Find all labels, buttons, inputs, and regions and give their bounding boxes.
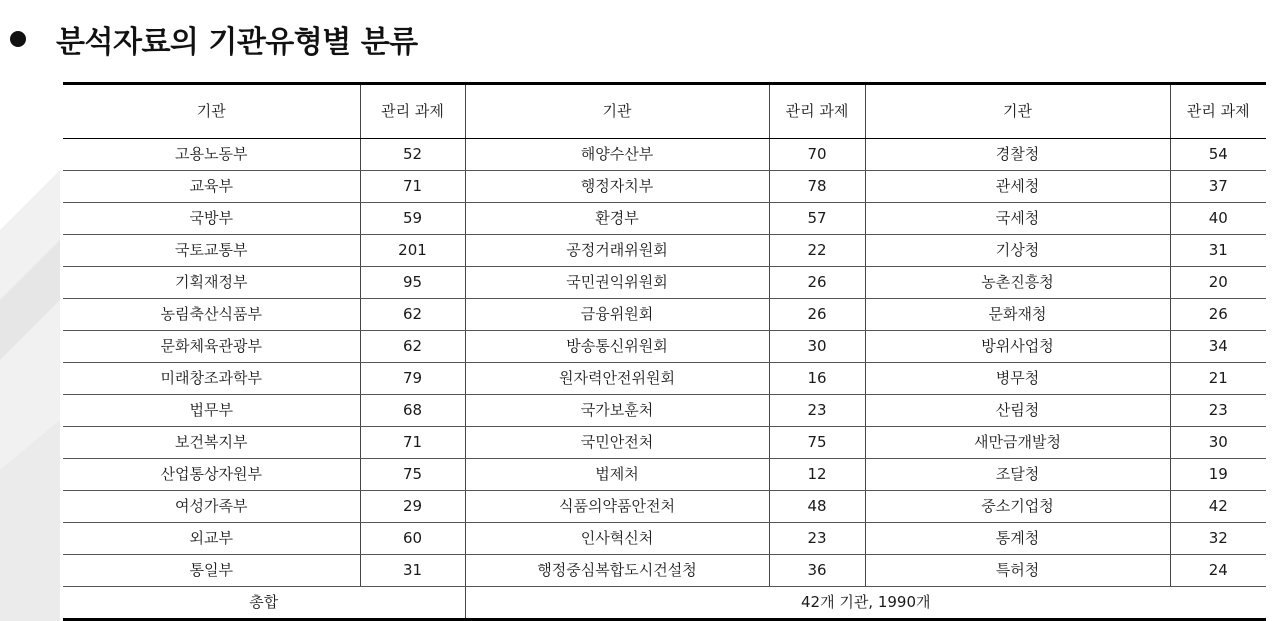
table-row [63,555,1266,587]
agency-name-cell: 병무청 [865,363,1170,395]
task-count-cell: 79 [360,363,465,395]
agency-name-cell: 미래창조과학부 [63,363,360,395]
task-count-cell: 54 [1170,139,1266,171]
column-header-count: 관리 과제 [360,84,465,139]
agency-name-cell: 공정거래위원회 [465,235,769,267]
task-count-cell: 30 [769,331,865,363]
agency-name-cell: 기획재정부 [63,267,360,299]
task-count-cell: 62 [360,331,465,363]
task-count-cell: 32 [1170,523,1266,555]
agency-name-cell: 국방부 [63,203,360,235]
task-count-cell: 12 [769,459,865,491]
task-count-cell: 70 [769,139,865,171]
task-count-cell: 75 [360,459,465,491]
task-count-cell: 23 [1170,395,1266,427]
agency-name-cell: 원자력안전위원회 [465,363,769,395]
task-count-cell: 16 [769,363,865,395]
column-header-agency: 기관 [63,84,360,139]
task-count-cell: 30 [1170,427,1266,459]
task-count-cell: 71 [360,171,465,203]
page-title: 분석자료의 기관유형별 분류 [56,25,418,60]
table-row [63,395,1266,427]
table-row [63,267,1266,299]
table-row [63,139,1266,171]
table-row [63,363,1266,395]
agency-name-cell: 국민안전처 [465,427,769,459]
task-count-cell: 71 [360,427,465,459]
agency-name-cell: 방위사업청 [865,331,1170,363]
agency-name-cell: 중소기업청 [865,491,1170,523]
task-count-cell: 23 [769,395,865,427]
page-heading [0,14,418,64]
task-count-cell: 24 [1170,555,1266,587]
agency-name-cell: 법제처 [465,459,769,491]
task-count-cell: 19 [1170,459,1266,491]
agency-name-cell: 농림축산식품부 [63,299,360,331]
task-count-cell: 48 [769,491,865,523]
task-count-cell: 23 [769,523,865,555]
task-count-cell: 31 [1170,235,1266,267]
agency-name-cell: 경찰청 [865,139,1170,171]
agency-name-cell: 관세청 [865,171,1170,203]
task-count-cell: 60 [360,523,465,555]
agency-name-cell: 법무부 [63,395,360,427]
table-row [63,171,1266,203]
agency-name-cell: 국민권익위원회 [465,267,769,299]
bullet-icon [10,31,26,47]
agency-name-cell: 산림청 [865,395,1170,427]
task-count-cell: 201 [360,235,465,267]
table-row [63,235,1266,267]
agency-name-cell: 행정자치부 [465,171,769,203]
agency-name-cell: 통계청 [865,523,1170,555]
agency-name-cell: 조달청 [865,459,1170,491]
agency-name-cell: 특허청 [865,555,1170,587]
column-header-count: 관리 과제 [769,84,865,139]
agency-name-cell: 금융위원회 [465,299,769,331]
agency-name-cell: 해양수산부 [465,139,769,171]
agency-name-cell: 교육부 [63,171,360,203]
task-count-cell: 36 [769,555,865,587]
table-row [63,299,1266,331]
task-count-cell: 34 [1170,331,1266,363]
task-count-cell: 68 [360,395,465,427]
column-header-agency: 기관 [465,84,769,139]
task-count-cell: 40 [1170,203,1266,235]
agency-name-cell: 새만금개발청 [865,427,1170,459]
task-count-cell: 22 [769,235,865,267]
task-count-cell: 20 [1170,267,1266,299]
table-row [63,331,1266,363]
agency-name-cell: 국세청 [865,203,1170,235]
task-count-cell: 42 [1170,491,1266,523]
task-count-cell: 62 [360,299,465,331]
task-count-cell: 21 [1170,363,1266,395]
agency-name-cell: 환경부 [465,203,769,235]
agency-name-cell: 식품의약품안전처 [465,491,769,523]
agency-name-cell: 국가보훈처 [465,395,769,427]
task-count-cell: 57 [769,203,865,235]
agency-name-cell: 문화재청 [865,299,1170,331]
column-header-agency: 기관 [865,84,1170,139]
table-row [63,523,1266,555]
table-header-row [63,84,1266,139]
agency-name-cell: 농촌진흥청 [865,267,1170,299]
table-row [63,427,1266,459]
task-count-cell: 59 [360,203,465,235]
table-row [63,203,1266,235]
task-count-cell: 26 [769,299,865,331]
task-count-cell: 37 [1170,171,1266,203]
agency-name-cell: 인사혁신처 [465,523,769,555]
agency-name-cell: 기상청 [865,235,1170,267]
agency-table [63,82,1266,621]
agency-name-cell: 통일부 [63,555,360,587]
agency-name-cell: 여성가족부 [63,491,360,523]
total-row [63,587,1266,620]
task-count-cell: 78 [769,171,865,203]
task-count-cell: 52 [360,139,465,171]
agency-name-cell: 방송통신위원회 [465,331,769,363]
agency-name-cell: 행정중심복합도시건설청 [465,555,769,587]
agency-name-cell: 국토교통부 [63,235,360,267]
agency-name-cell: 보건복지부 [63,427,360,459]
agency-name-cell: 외교부 [63,523,360,555]
task-count-cell: 29 [360,491,465,523]
agency-name-cell: 문화체육관광부 [63,331,360,363]
task-count-cell: 75 [769,427,865,459]
total-value: 42개 기관, 1990개 [800,593,931,611]
task-count-cell: 26 [1170,299,1266,331]
task-count-cell: 26 [769,267,865,299]
agency-name-cell: 산업통상자원부 [63,459,360,491]
total-label: 총합 [63,587,465,620]
column-header-count: 관리 과제 [1170,84,1266,139]
task-count-cell: 95 [360,267,465,299]
agency-name-cell: 고용노동부 [63,139,360,171]
table-row [63,459,1266,491]
table-row [63,491,1266,523]
task-count-cell: 31 [360,555,465,587]
